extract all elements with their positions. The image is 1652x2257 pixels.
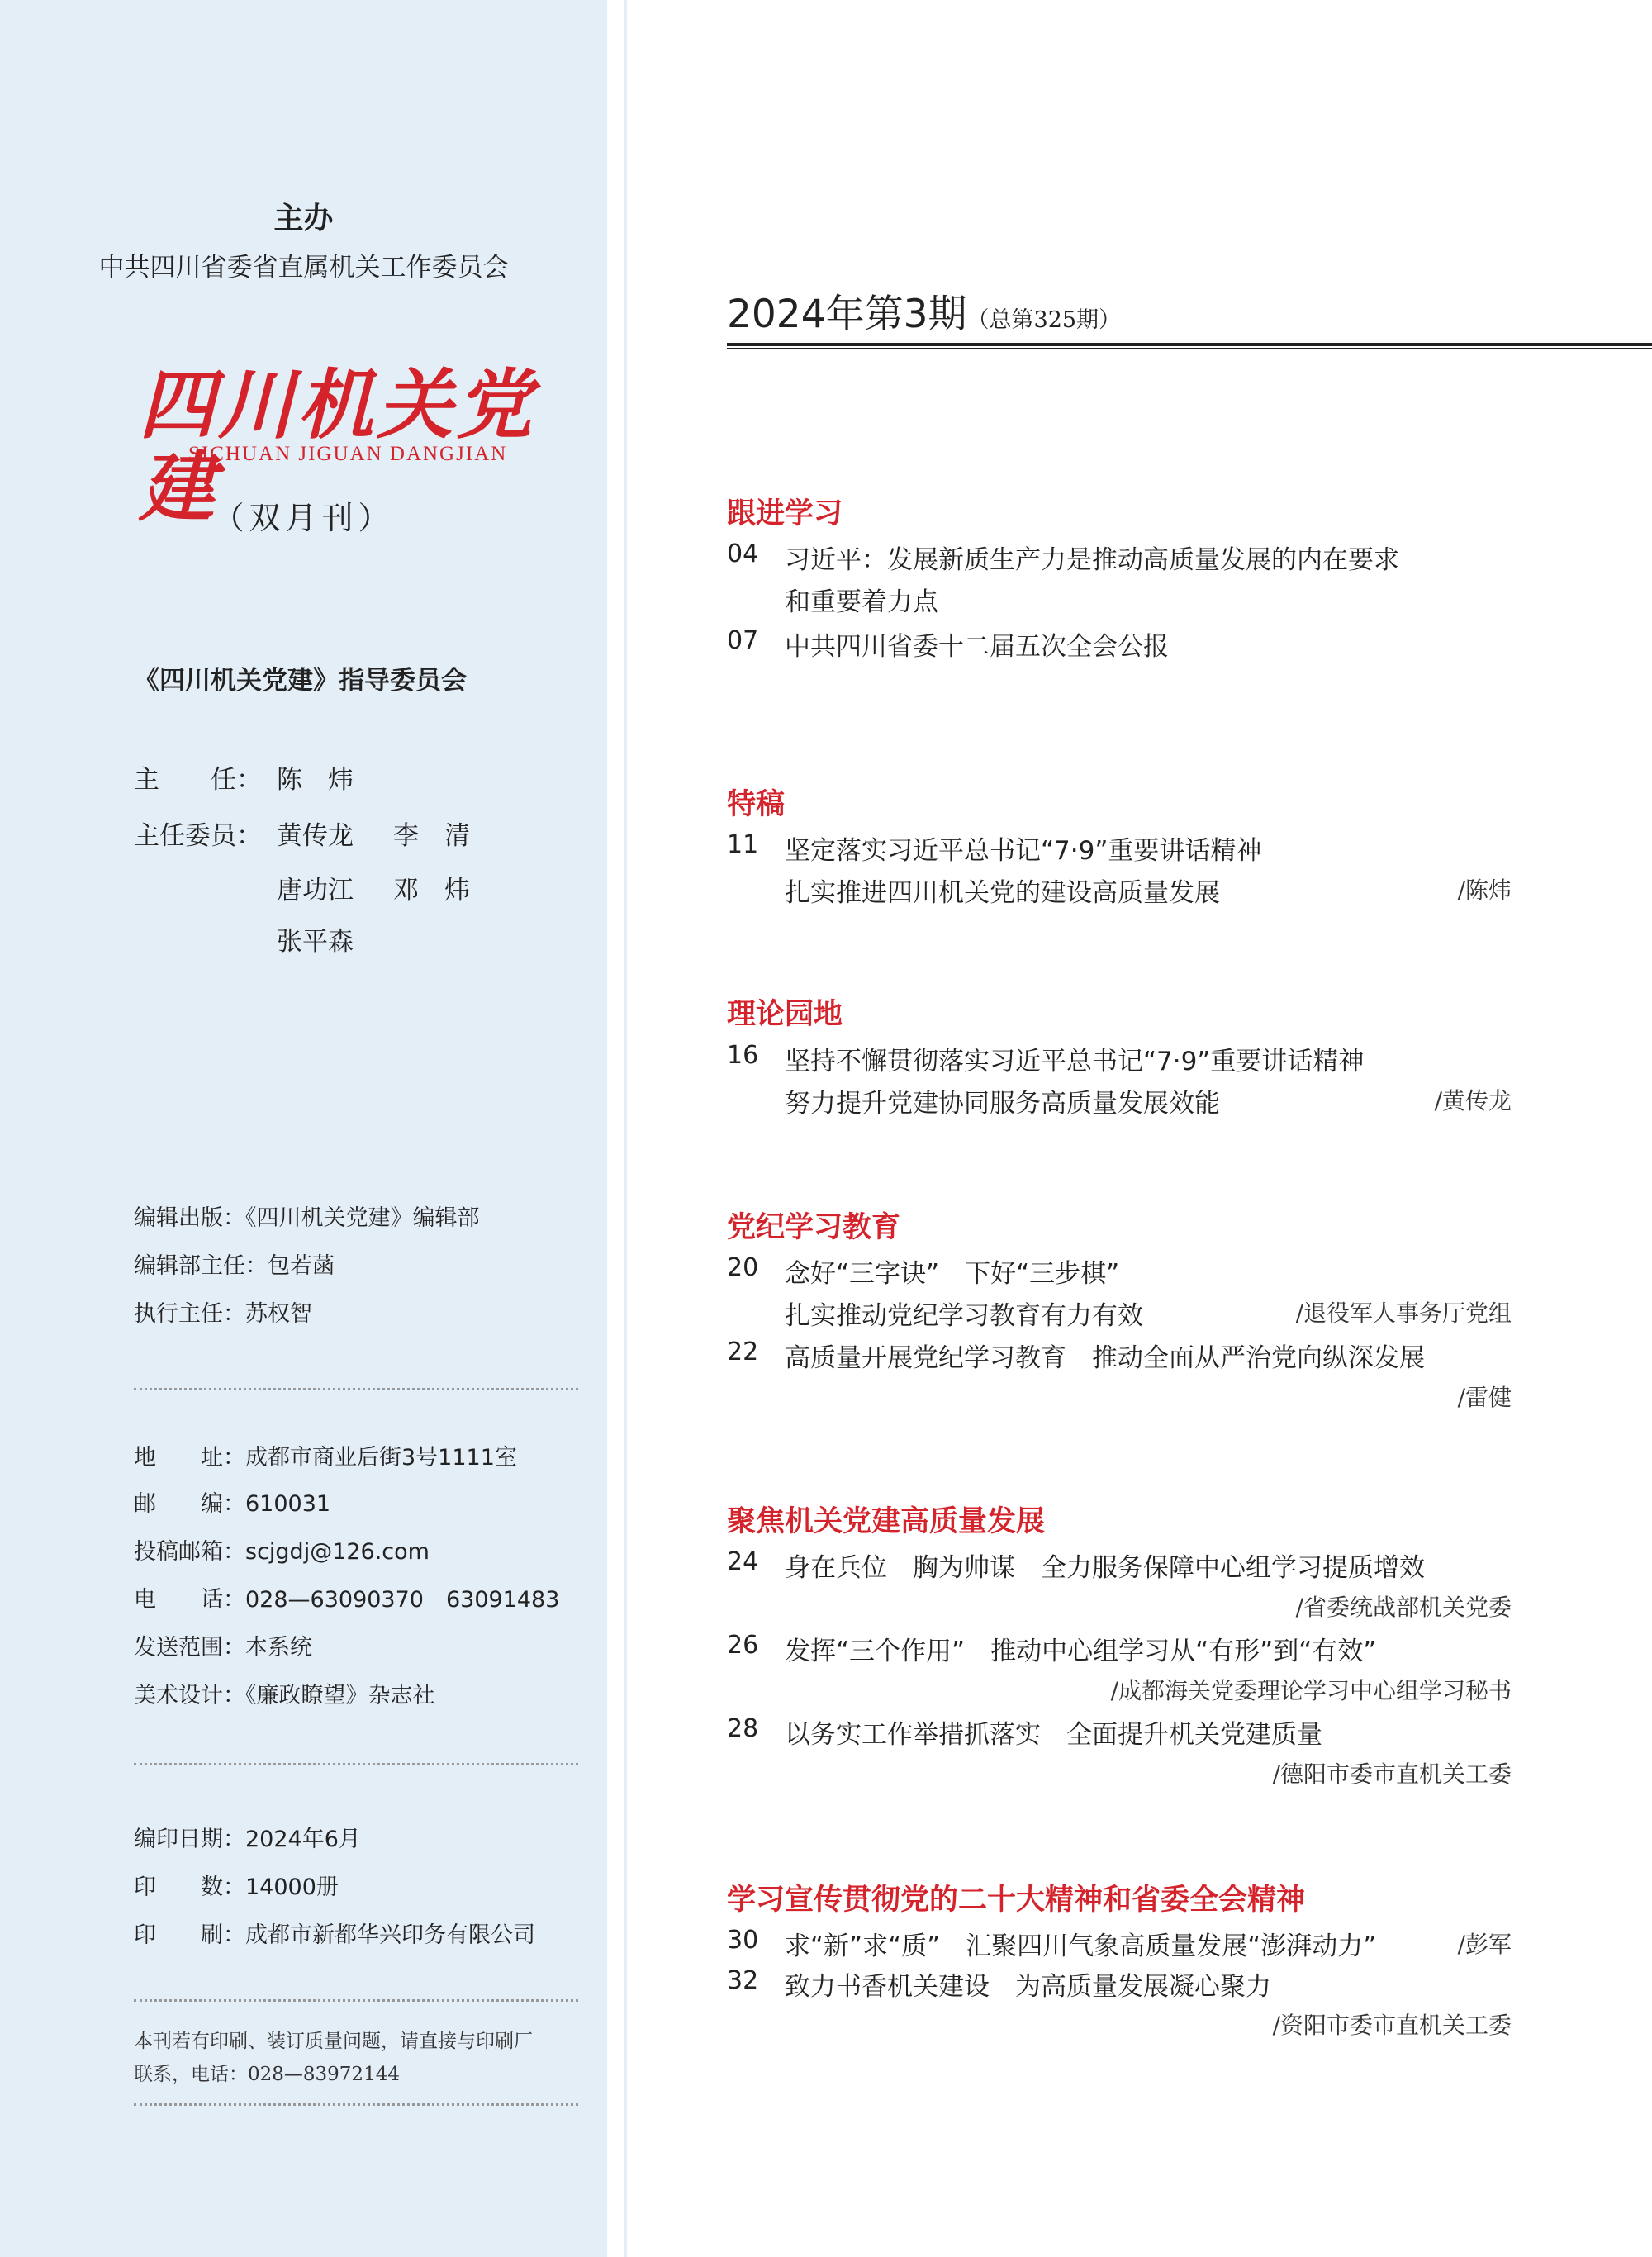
member-name: 唐功江 xyxy=(277,876,354,905)
contact-label: 美术设计： xyxy=(134,1683,245,1708)
toc-author: /省委统战部机关党委 xyxy=(1295,1594,1512,1621)
logo-english: SICHUAN JIGUAN DANGJIAN xyxy=(188,443,508,465)
editorial-value: 苏权智 xyxy=(245,1301,312,1327)
toc-section-title: 特稿 xyxy=(727,788,786,821)
toc-section-title: 理论园地 xyxy=(727,998,843,1031)
editorial-row xyxy=(134,1200,480,1232)
print-label: 印 数： xyxy=(134,1874,245,1900)
contact-row xyxy=(134,1439,517,1471)
contact-label: 投稿邮箱： xyxy=(134,1539,245,1565)
print-row xyxy=(134,1821,361,1853)
toc-author: /黄传龙 xyxy=(1434,1087,1512,1114)
panel-divider xyxy=(607,0,624,2257)
toc-article-title[interactable]: 致力书香机关建设 为高质量发展凝心聚力 xyxy=(785,1972,1271,2002)
toc-page-number: 22 xyxy=(727,1338,759,1366)
toc-article-title[interactable]: 习近平：发展新质生产力是推动高质量发展的内在要求 xyxy=(785,545,1399,575)
contact-row xyxy=(134,1533,430,1566)
dotted-divider xyxy=(134,2103,578,2106)
editorial-row xyxy=(134,1295,312,1328)
contact-row xyxy=(134,1677,435,1709)
toc-page-number: 28 xyxy=(727,1714,759,1743)
editorial-row xyxy=(134,1247,335,1280)
toc-article-title[interactable]: 坚定落实习近平总书记“7·9”重要讲话精神 xyxy=(785,836,1262,866)
toc-article-title-cont[interactable]: 和重要着力点 xyxy=(785,587,938,617)
toc-page-number: 04 xyxy=(727,539,759,568)
contact-value: 028—63090370 63091483 xyxy=(245,1587,560,1613)
print-row xyxy=(134,1869,339,1901)
toc-author: /成都海关党委理论学习中心组学习秘书 xyxy=(1110,1677,1512,1704)
toc-page-number: 07 xyxy=(727,626,759,655)
toc-article-title-cont[interactable]: 努力提升党建协同服务高质量发展效能 xyxy=(785,1089,1220,1119)
members-label: 主任委员： xyxy=(134,821,262,851)
toc-page-number: 32 xyxy=(727,1966,759,1995)
toc-section-title: 聚焦机关党建高质量发展 xyxy=(727,1505,1046,1538)
toc-section-title: 跟进学习 xyxy=(727,497,843,530)
sponsor-label: 主办 xyxy=(273,202,334,235)
contact-value: 本系统 xyxy=(245,1635,312,1661)
issue-number: 2024年第3期 xyxy=(727,292,967,337)
quality-note-line2: 联系，电话：028—83972144 xyxy=(134,2064,400,2085)
toc-article-title[interactable]: 念好“三字诀” 下好“三步棋” xyxy=(785,1259,1120,1289)
member-name: 黄传龙 xyxy=(277,821,354,851)
committee-title: 《四川机关党建》指导委员会 xyxy=(134,666,467,696)
dotted-divider xyxy=(134,1999,578,2002)
issue-rule-thin xyxy=(727,348,1652,349)
print-value: 成都市新都华兴印务有限公司 xyxy=(245,1922,535,1948)
dotted-divider xyxy=(134,1388,578,1390)
toc-author: /陈炜 xyxy=(1457,877,1512,904)
print-row xyxy=(134,1917,535,1949)
toc-article-title[interactable]: 求“新”求“质” 汇聚四川气象高质量发展“澎湃动力” xyxy=(785,1932,1377,1961)
panel-edge xyxy=(624,0,627,2257)
editorial-label: 编辑出版： xyxy=(134,1205,245,1231)
contact-label: 电 话： xyxy=(134,1587,245,1613)
contact-value: 《廉政瞭望》杂志社 xyxy=(245,1683,435,1708)
member-name: 张平森 xyxy=(277,927,354,957)
editorial-value: 包若菡 xyxy=(268,1253,335,1279)
contact-value: 成都市商业后街3号1111室 xyxy=(245,1445,517,1471)
issue-heading xyxy=(727,283,1121,339)
toc-author: /退役军人事务厅党组 xyxy=(1295,1300,1512,1327)
print-value: 14000册 xyxy=(245,1874,339,1900)
contact-row xyxy=(134,1629,312,1661)
toc-article-title[interactable]: 身在兵位 胸为帅谋 全力服务保障中心组学习提质增效 xyxy=(785,1553,1425,1583)
toc-page-number: 11 xyxy=(727,830,759,859)
contact-label: 地 址： xyxy=(134,1445,245,1471)
toc-author: /德阳市委市直机关工委 xyxy=(1272,1760,1512,1788)
contact-email[interactable]: scjgdj@126.com xyxy=(245,1539,430,1565)
director-label: 主 任： xyxy=(134,765,262,795)
editorial-label: 编辑部主任： xyxy=(134,1253,268,1279)
toc-page-number: 30 xyxy=(727,1926,759,1955)
logo-chinese: 四川机关党建 xyxy=(139,360,536,532)
toc-article-title[interactable]: 高质量开展党纪学习教育 推动全面从严治党向纵深发展 xyxy=(785,1343,1425,1373)
contact-row xyxy=(134,1485,330,1518)
sponsor-org: 中共四川省委省直属机关工作委员会 xyxy=(98,253,509,283)
toc-article-title-cont[interactable]: 扎实推进四川机关党的建设高质量发展 xyxy=(785,878,1220,908)
print-label: 编印日期： xyxy=(134,1827,245,1852)
dotted-divider xyxy=(134,1763,578,1765)
contact-label: 邮 编： xyxy=(134,1491,245,1517)
toc-author: /彭军 xyxy=(1457,1931,1512,1958)
toc-page-number: 16 xyxy=(727,1041,759,1070)
toc-page-number: 26 xyxy=(727,1631,759,1660)
toc-section-title: 学习宣传贯彻党的二十大精神和省委全会精神 xyxy=(727,1884,1306,1917)
director-name: 陈 炜 xyxy=(277,765,354,795)
toc-page-number: 20 xyxy=(727,1253,759,1282)
toc-article-title[interactable]: 发挥“三个作用” 推动中心组学习从“有形”到“有效” xyxy=(785,1637,1377,1666)
toc-article-title[interactable]: 中共四川省委十二届五次全会公报 xyxy=(785,632,1169,662)
toc-article-title[interactable]: 坚持不懈贯彻落实习近平总书记“7·9”重要讲话精神 xyxy=(785,1047,1365,1076)
editorial-label: 执行主任： xyxy=(134,1301,245,1327)
toc-author: /资阳市委市直机关工委 xyxy=(1272,2012,1512,2039)
member-name: 邓 炜 xyxy=(393,876,470,905)
toc-article-title-cont[interactable]: 扎实推动党纪学习教育有力有效 xyxy=(785,1301,1143,1331)
issue-rule xyxy=(727,343,1652,346)
editorial-value: 《四川机关党建》编辑部 xyxy=(245,1205,480,1231)
issue-total: （总第325期） xyxy=(966,307,1122,333)
publication-frequency: （双月刊） xyxy=(212,500,395,536)
quality-note-line1: 本刊若有印刷、装订质量问题，请直接与印刷厂 xyxy=(134,2031,533,2052)
member-name: 李 清 xyxy=(393,821,470,851)
contact-label: 发送范围： xyxy=(134,1635,245,1661)
toc-author: /雷健 xyxy=(1457,1384,1512,1411)
contact-value: 610031 xyxy=(245,1491,331,1517)
toc-section-title: 党纪学习教育 xyxy=(727,1211,901,1244)
print-value: 2024年6月 xyxy=(245,1827,361,1852)
print-label: 印 刷： xyxy=(134,1922,245,1948)
contact-row xyxy=(134,1581,559,1613)
toc-page-number: 24 xyxy=(727,1547,759,1576)
toc-article-title[interactable]: 以务实工作举措抓落实 全面提升机关党建质量 xyxy=(785,1720,1322,1750)
